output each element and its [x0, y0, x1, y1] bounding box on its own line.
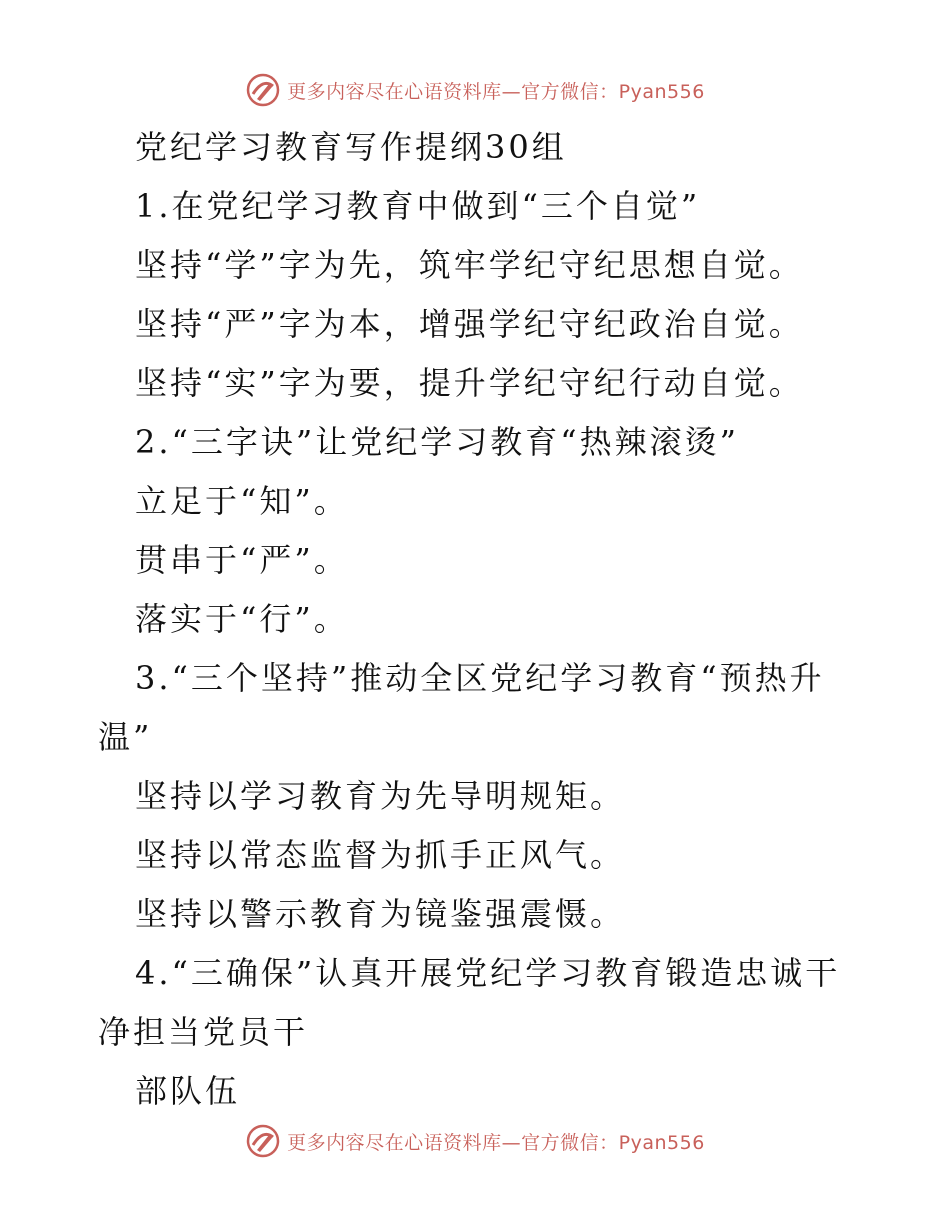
section-heading: 1.在党纪学习教育中做到“三个自觉” — [135, 187, 701, 225]
outline-point: 坚持以常态监督为抓手正风气。 — [135, 836, 626, 874]
section-heading: 2.“三字诀”让党纪学习教育“热辣滚烫” — [135, 423, 739, 461]
outline-point: 立足于“知”。 — [135, 482, 349, 520]
outline-point: 坚持以警示教育为镜鉴强震慑。 — [135, 895, 626, 933]
outline-point: 坚持“实”字为要，提升学纪守纪行动自觉。 — [135, 364, 804, 402]
watermark-text: 更多内容尽在心语资料库—官方微信：Pyan556 — [287, 1131, 705, 1154]
outline-point: 坚持“严”字为本，增强学纪守纪政治自觉。 — [135, 305, 804, 343]
watermark-text: 更多内容尽在心语资料库—官方微信：Pyan556 — [287, 80, 705, 103]
outline-point: 坚持以学习教育为先导明规矩。 — [135, 777, 626, 815]
section-heading: 4.“三确保”认真开展党纪学习教育锻造忠诚干 — [135, 954, 841, 992]
section-heading-continued: 净担当党员干 — [98, 1013, 309, 1051]
section-heading-continued: 温” — [98, 718, 153, 756]
outline-point: 落实于“行”。 — [135, 600, 349, 638]
brand-logo-icon — [245, 1123, 281, 1159]
outline-point: 贯串于“严”。 — [135, 541, 349, 579]
brand-logo-icon — [245, 72, 281, 108]
section-heading: 3.“三个坚持”推动全区党纪学习教育“预热升 — [135, 659, 825, 697]
outline-point: 坚持“学”字为先，筑牢学纪守纪思想自觉。 — [135, 246, 804, 284]
document-title: 党纪学习教育写作提纲30组 — [135, 128, 567, 166]
section-heading-continued: 部队伍 — [135, 1072, 241, 1110]
watermark-header — [0, 72, 950, 108]
watermark-footer — [0, 1123, 950, 1159]
document-body — [0, 118, 950, 1121]
